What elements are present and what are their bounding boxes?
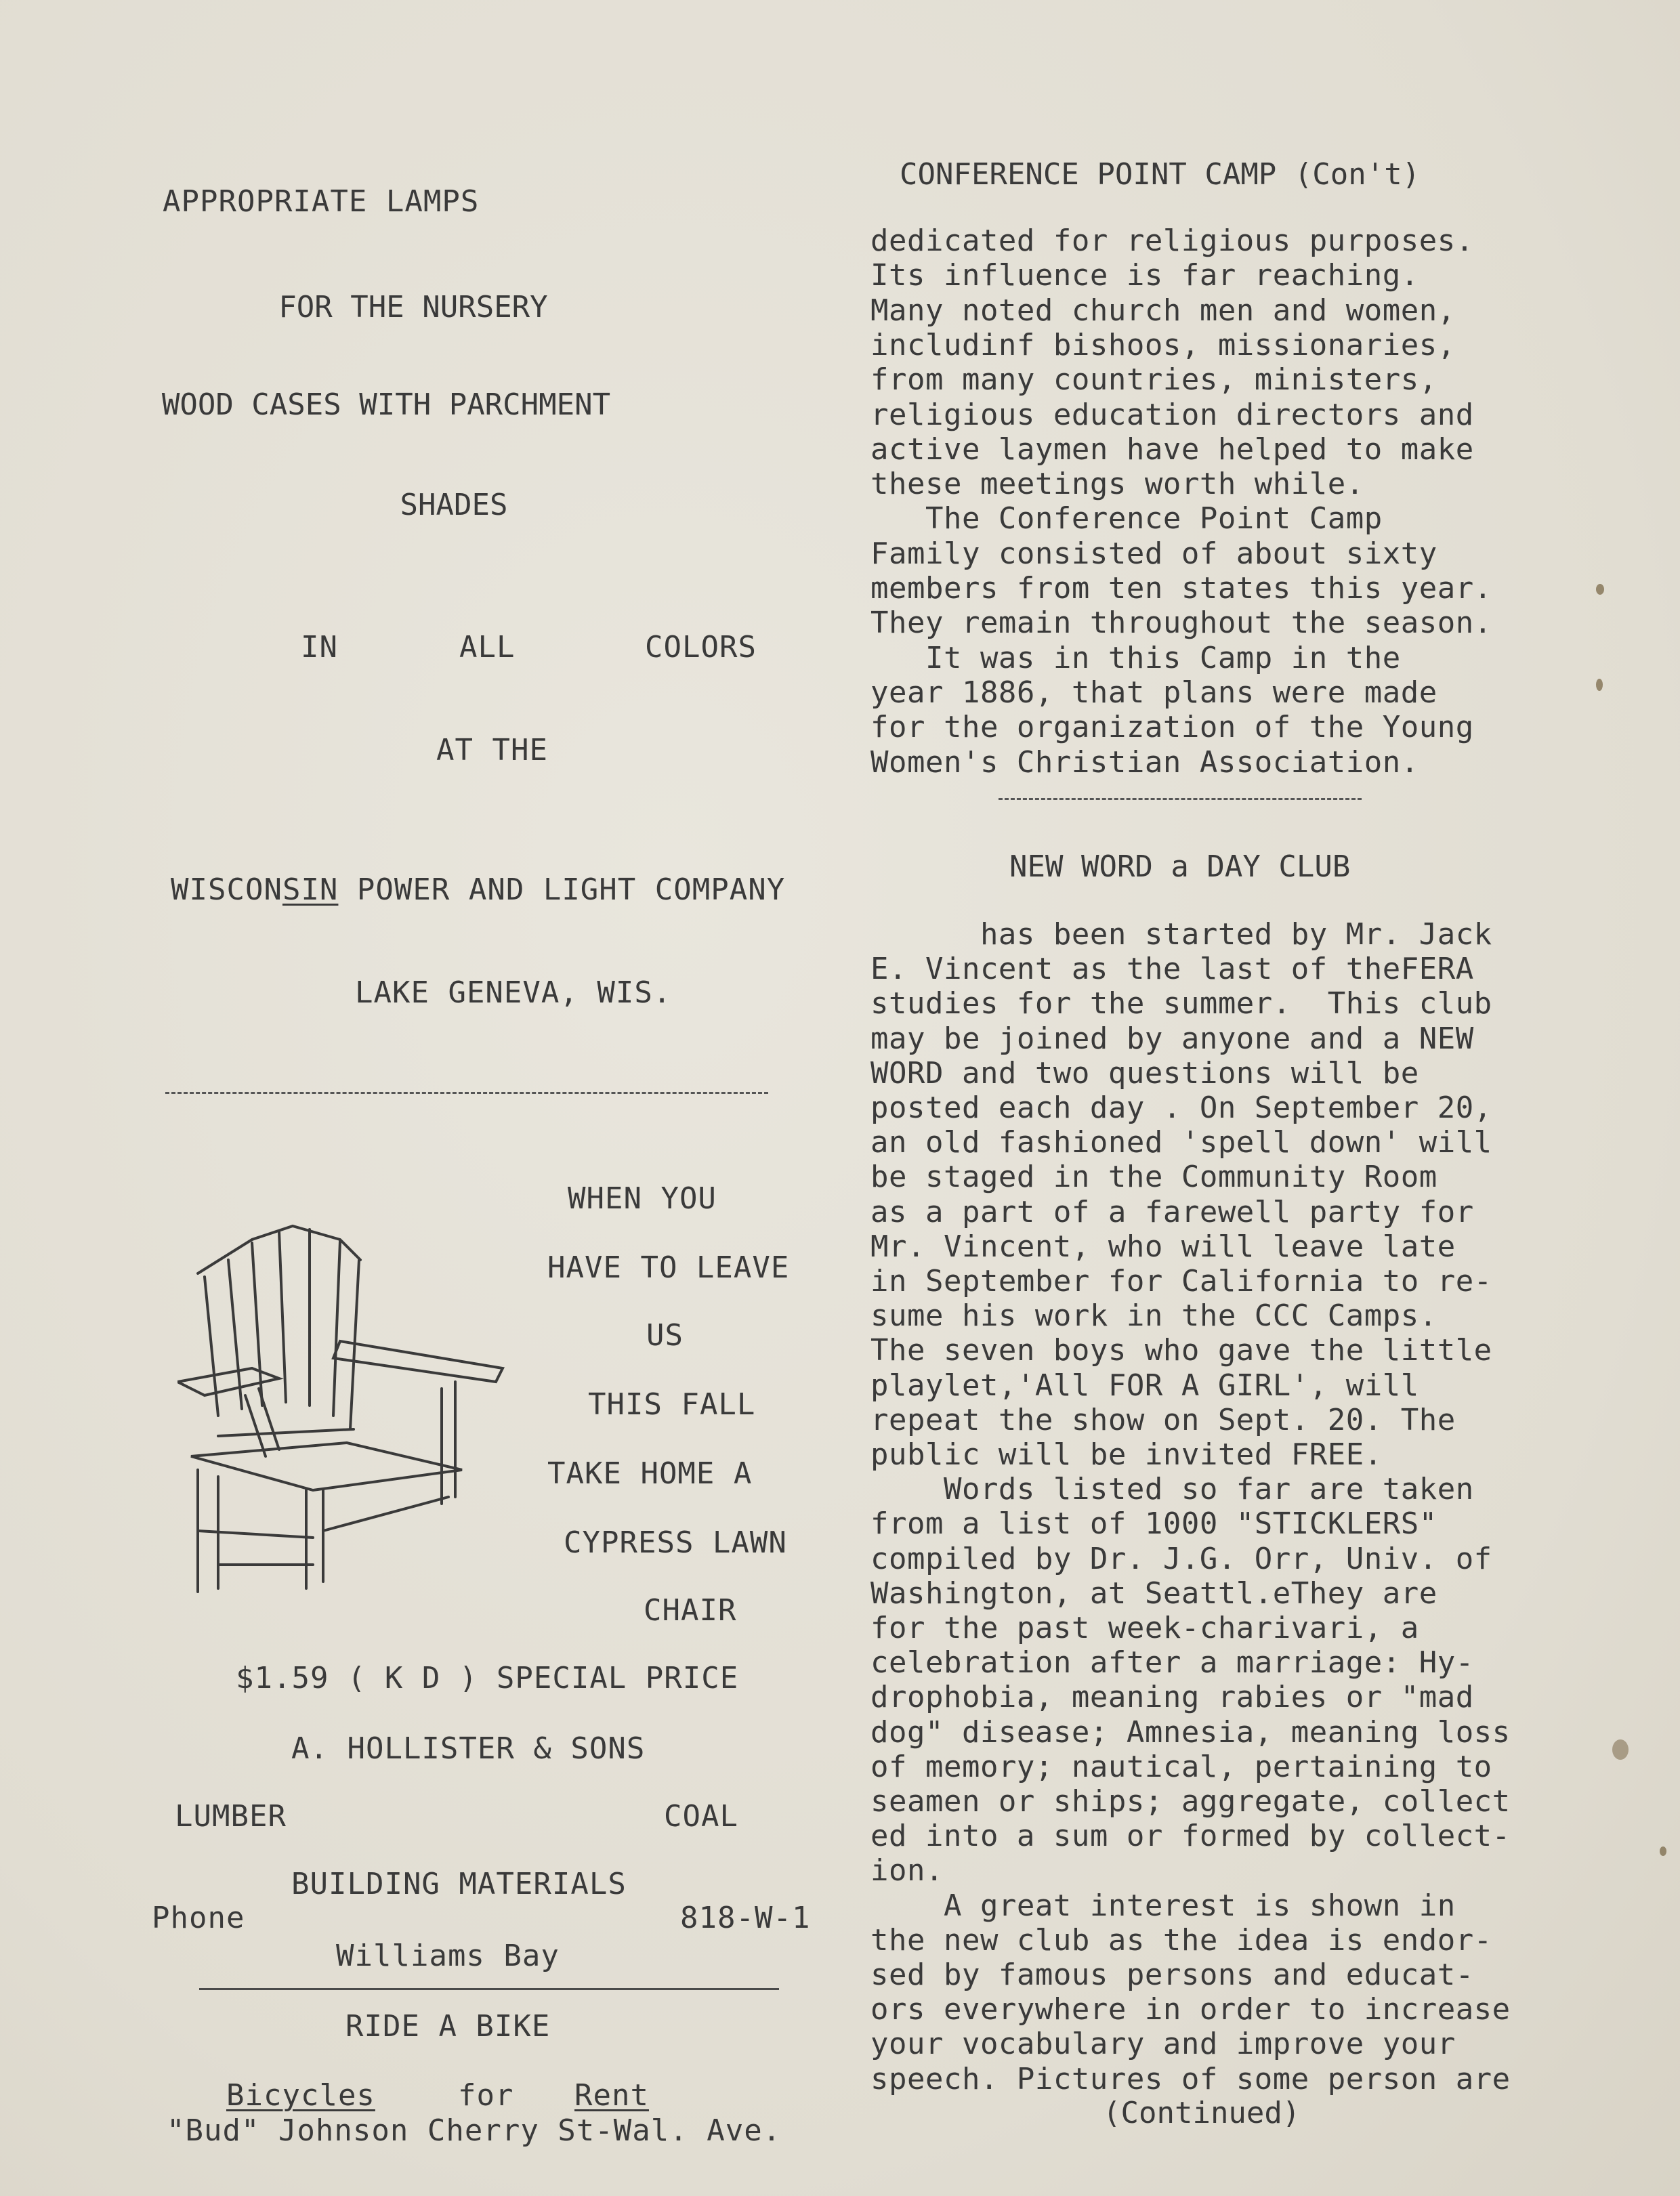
club-article-line: drophobia, meaning rabies or "mad — [870, 1680, 1474, 1715]
club-article-line: be staged in the Community Room — [870, 1160, 1437, 1195]
chair-ad-line-5: TAKE HOME A — [547, 1456, 753, 1491]
section-divider — [165, 1092, 768, 1094]
club-article-line: sed by famous persons and educat- — [870, 1958, 1474, 1992]
continued-note: (Continued) — [1103, 2096, 1301, 2130]
company-underlined: SIN — [282, 872, 339, 907]
club-article-line: A great interest is shown in — [870, 1888, 1456, 1923]
camp-article-line: for the organization of the Young — [870, 710, 1474, 745]
paper-stain — [1660, 1846, 1666, 1856]
camp-article-line: The Conference Point Camp — [870, 501, 1383, 536]
hollister-location: Williams Bay — [336, 1939, 560, 1973]
club-article-line: seamen or ships; aggregate, collect — [870, 1784, 1511, 1819]
camp-article-line: Women's Christian Association. — [870, 744, 1419, 780]
club-article-line: speech. Pictures of some person are — [870, 2061, 1511, 2096]
club-article-line: public will be invited FREE. — [870, 1437, 1383, 1472]
chair-ad-line-7: CHAIR — [644, 1593, 737, 1628]
camp-article-line: includinf bishoos, missionaries, — [870, 327, 1456, 362]
club-article-line: posted each day . On September 20, — [870, 1091, 1492, 1125]
camp-article-line: active laymen have helped to make — [870, 431, 1474, 467]
lamps-ad-shades: SHADES — [400, 488, 508, 522]
bike-ad-rent: Rent — [574, 2078, 649, 2113]
club-article-line: The seven boys who gave the little — [870, 1333, 1492, 1368]
hollister-phone-number: 818-W-1 — [680, 1901, 811, 1935]
hollister-name: A. HOLLISTER & SONS — [291, 1731, 646, 1766]
lamps-ad-city: LAKE GENEVA, WIS. — [355, 975, 672, 1010]
hollister-coal: COAL — [664, 1799, 738, 1834]
club-article-line: repeat the show on Sept. 20. The — [870, 1402, 1456, 1437]
company-prefix: WISCON — [171, 872, 282, 907]
hollister-building: BUILDING MATERIALS — [291, 1867, 627, 1901]
club-article-line: for the past week-charivari, a — [870, 1611, 1419, 1645]
paper-stain — [1612, 1739, 1629, 1760]
hollister-lumber: LUMBER — [175, 1799, 287, 1834]
camp-article-line: religious education directors and — [870, 397, 1474, 432]
club-article-line: WORD and two questions will be — [870, 1055, 1419, 1091]
club-article-line: has been started by Mr. Jack — [870, 917, 1492, 952]
bike-ad-for: for — [458, 2078, 514, 2113]
club-article-line: of memory; nautical, pertaining to — [870, 1749, 1492, 1784]
company-suffix: POWER AND LIGHT COMPANY — [338, 872, 786, 907]
lamps-ad-colors-colors: COLORS — [645, 630, 757, 664]
camp-article-line: dedicated for religious purposes. — [870, 224, 1474, 258]
club-article-line: may be joined by anyone and a NEW — [870, 1021, 1474, 1056]
lamps-ad-colors-in: IN — [301, 630, 338, 664]
chair-ad-line-1: WHEN YOU — [568, 1181, 717, 1216]
club-article-line: playlet,'All FOR A GIRL', will — [870, 1368, 1419, 1403]
camp-article-line: from many countries, ministers, — [870, 362, 1437, 398]
club-article-line: an old fashioned 'spell down' will — [870, 1125, 1492, 1160]
chair-ad-line-4: THIS FALL — [588, 1387, 756, 1422]
chair-ad-line-3: US — [646, 1318, 684, 1353]
chair-ad-line-2: HAVE TO LEAVE — [547, 1250, 790, 1285]
camp-article-line: members from ten states this year. — [870, 571, 1492, 606]
chair-ad-price: $1.59 ( K D ) SPECIAL PRICE — [236, 1661, 739, 1695]
club-article-line: your vocabulary and improve your — [870, 2027, 1456, 2062]
club-article-line: compiled by Dr. J.G. Orr, Univ. of — [870, 1541, 1492, 1576]
camp-article-line: Its influence is far reaching. — [870, 258, 1419, 293]
lamps-ad-company — [171, 872, 785, 908]
club-article-line: E. Vincent as the last of theFERA — [870, 952, 1474, 987]
lamps-ad-at-the: AT THE — [436, 733, 548, 767]
club-article-line: ed into a sum or formed by collect- — [870, 1819, 1511, 1854]
section-divider-2 — [199, 1988, 779, 1990]
article-divider — [999, 798, 1362, 800]
bike-ad-title: RIDE A BIKE — [345, 2009, 551, 2044]
chair-ad-line-6: CYPRESS LAWN — [564, 1525, 787, 1560]
club-article-line: celebration after a marriage: Hy- — [870, 1645, 1474, 1681]
bike-ad-bicycles: Bicycles — [226, 2078, 375, 2113]
camp-article-line: It was in this Camp in the — [870, 640, 1401, 675]
paper-stain — [1596, 584, 1604, 595]
club-article-line: in September for California to re- — [870, 1264, 1492, 1298]
camp-article-line: Many noted church men and women, — [870, 293, 1456, 328]
club-article-line: Words listed so far are taken — [870, 1472, 1474, 1507]
club-article-line: from a list of 1000 "STICKLERS" — [870, 1506, 1437, 1542]
camp-article-line: Family consisted of about sixty — [870, 536, 1437, 571]
lamps-ad-wood-cases: WOOD CASES WITH PARCHMENT — [161, 387, 611, 422]
club-article-line: sume his work in the CCC Camps. — [870, 1298, 1437, 1334]
club-article-title: NEW WORD a DAY CLUB — [1009, 849, 1351, 884]
camp-article-title: CONFERENCE POINT CAMP (Con't) — [900, 157, 1421, 192]
club-article-line: the new club as the idea is endor- — [870, 1922, 1492, 1958]
club-article-line: Mr. Vincent, who will leave late — [870, 1229, 1456, 1264]
club-article-line: Washington, at Seattl.eThey are — [870, 1576, 1437, 1611]
club-article-line: as a part of a farewell party for — [870, 1194, 1474, 1229]
club-article-line: dog" disease; Amnesia, meaning loss — [870, 1714, 1511, 1750]
bike-ad-contact: "Bud" Johnson Cherry St-Wal. Ave. — [167, 2113, 782, 2148]
camp-article-line: They remain throughout the season. — [870, 606, 1492, 641]
camp-article-line: these meetings worth while. — [870, 467, 1364, 502]
lamps-ad-nursery: FOR THE NURSERY — [278, 290, 548, 324]
club-article-line: ion. — [870, 1853, 944, 1888]
club-article-line: studies for the summer. This club — [870, 986, 1492, 1021]
paper-stain — [1596, 679, 1603, 691]
club-article-line: ors everywhere in order to increase — [870, 1992, 1511, 2027]
lamps-ad-title: APPROPRIATE LAMPS — [163, 184, 480, 219]
lawn-chair-illustration — [177, 1212, 516, 1599]
camp-article-line: year 1886, that plans were made — [870, 675, 1437, 710]
lamps-ad-colors-all: ALL — [459, 630, 516, 664]
hollister-phone-label: Phone — [152, 1901, 245, 1935]
